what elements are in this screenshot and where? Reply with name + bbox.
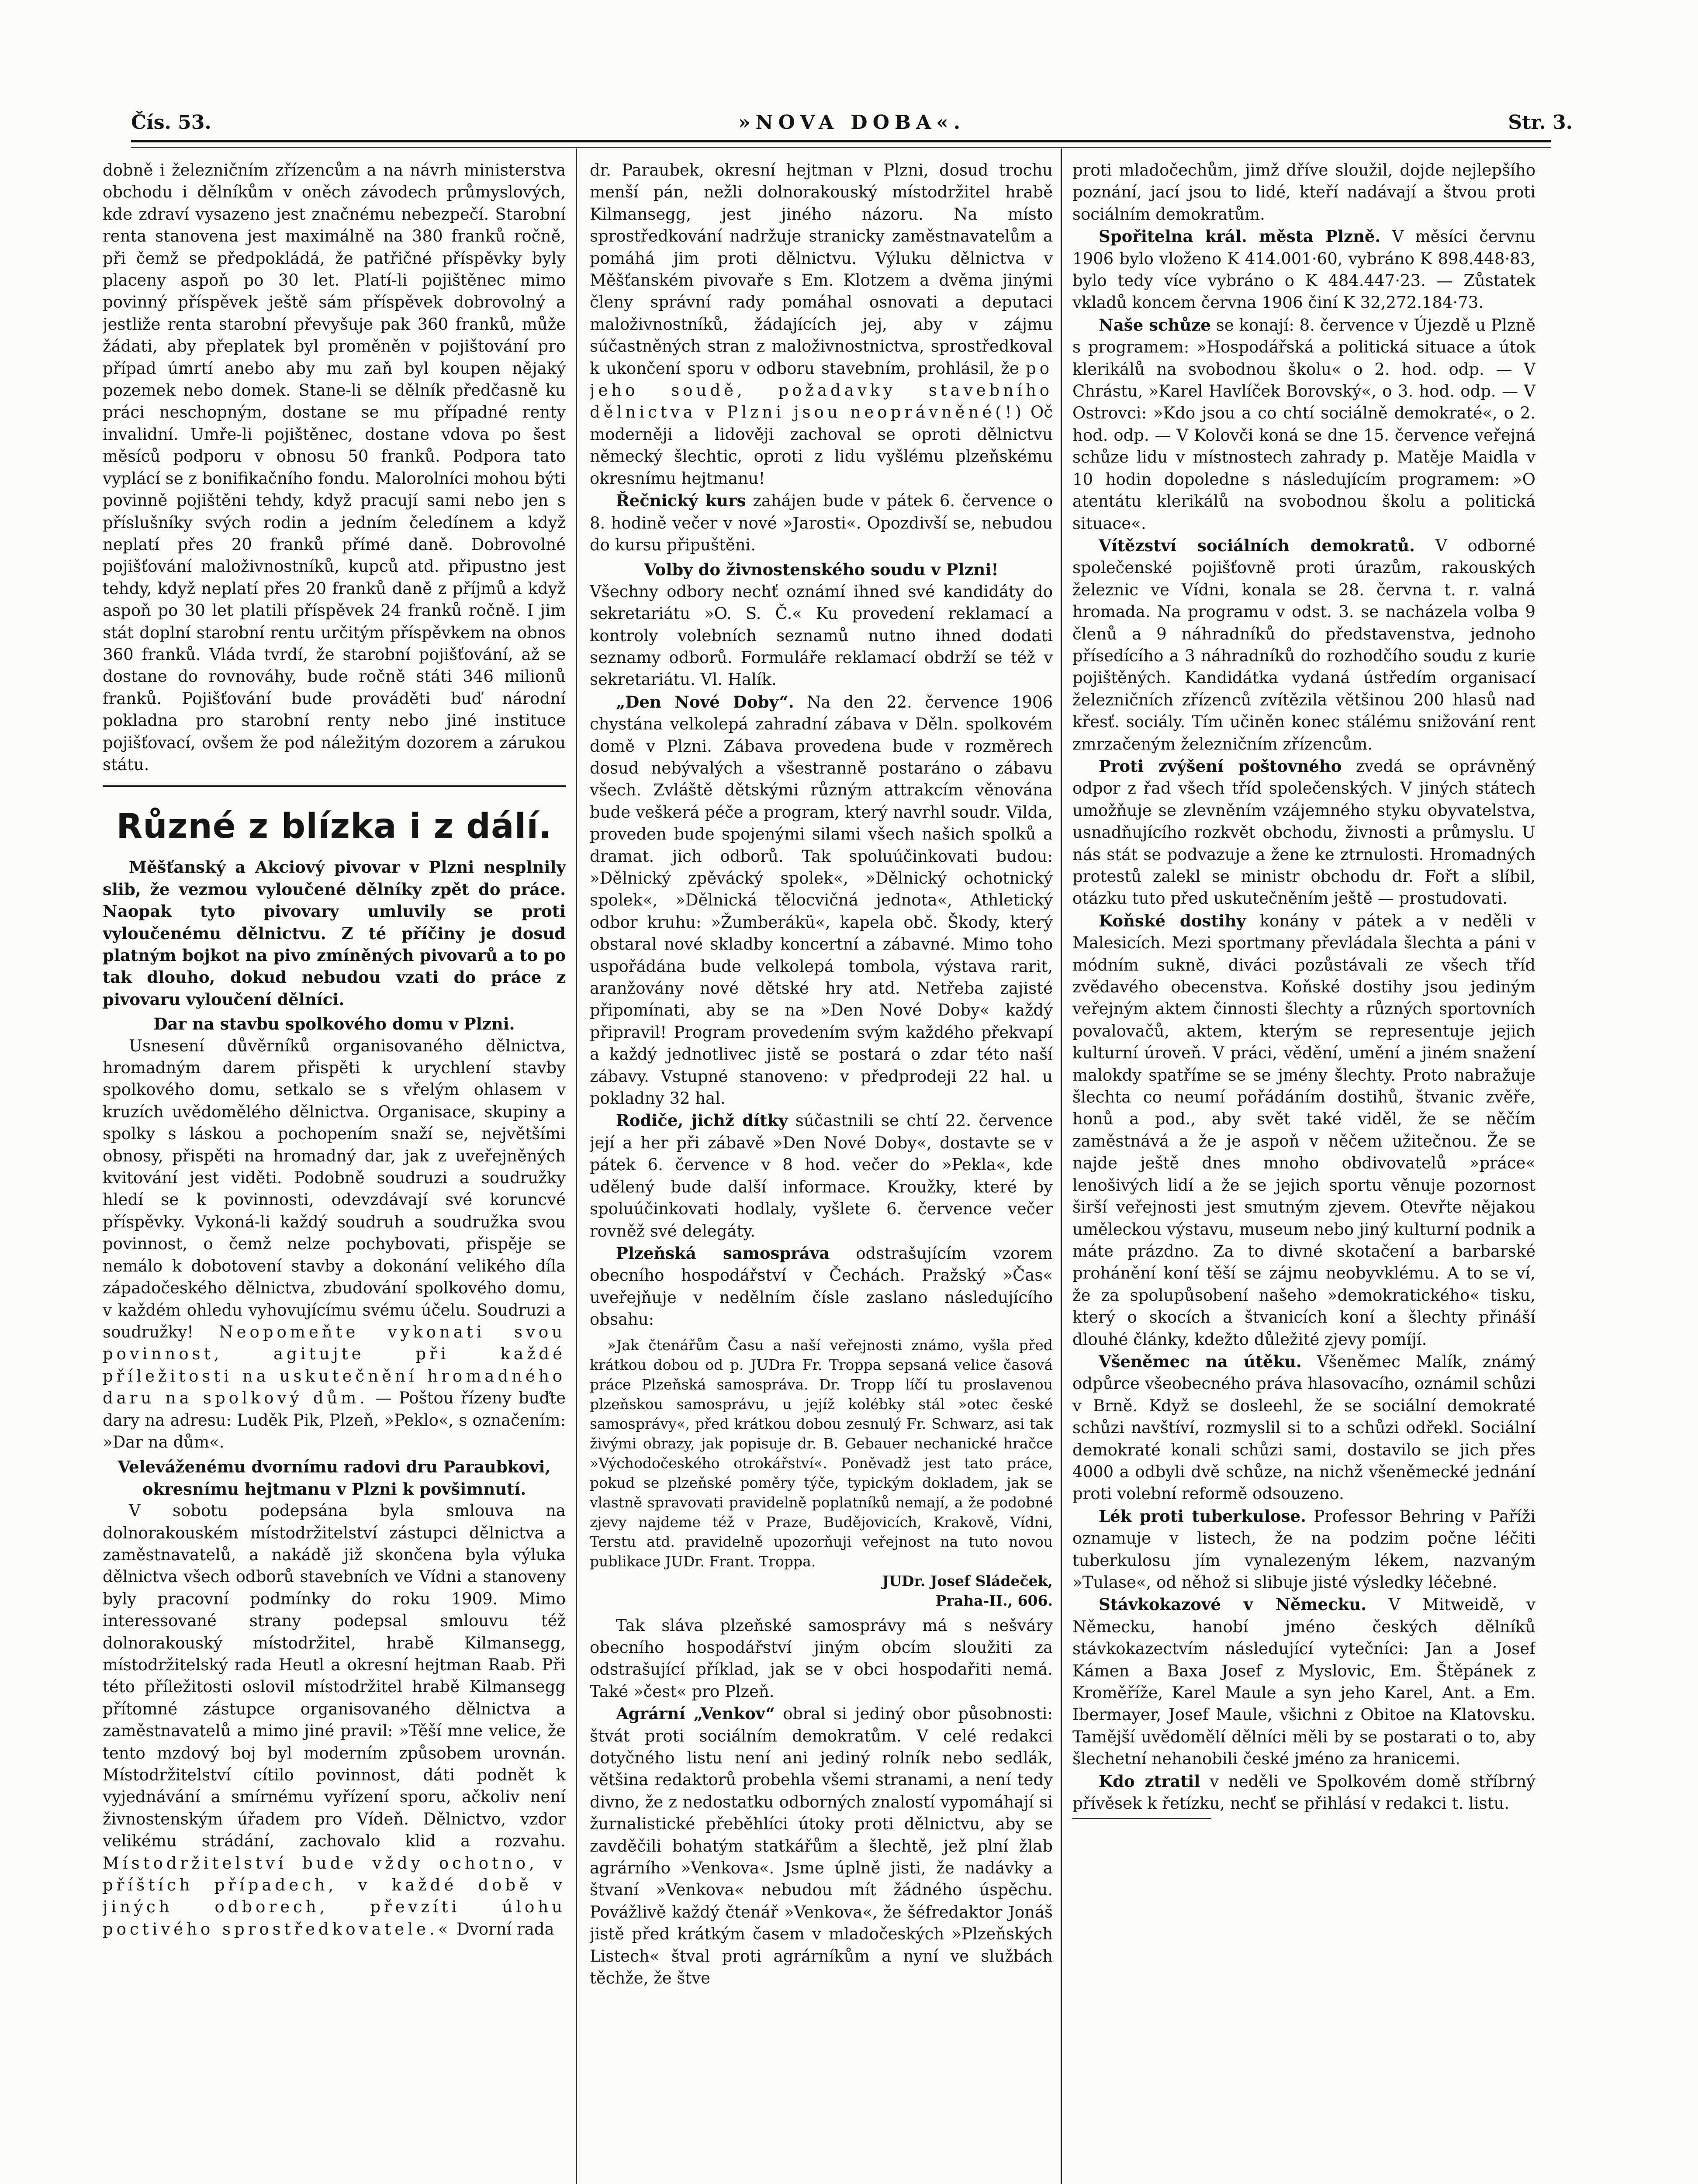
article-text: Kdo ztratil v neděli ve Spolkovém domě stříbrný přívěsek k řetízku, nechť se přihlásí v redakci t. listu. [1072, 1771, 1535, 1813]
article-text: Stávkokazové v Německu. V Mitweidě, v Německu, hanobí jméno českých dělníků stávkokazectvím následující vytečníci: Jan a Josef Kámen a Baxa Josef z Myslovic, Em. Štěpánek z Kroměříže, Karel Maule a syn jeho Karel, Ant. a Em. Ibermayer, Josef Maule, všichni z Obitoe na Klatovsku. Tamější uvědomělí dělníci měli by se postarati o to, aby šlechetní nehanobili české jméno za hranicemi. [1072, 1595, 1535, 1769]
article-heading: Koňské dostihy [1099, 911, 1246, 930]
boycott-notice: Měšťanský a Akciový pivovar v Plzni nesplnily slib, že vezmou vyloučené dělníky zpět do práce. Naopak tyto pivovary umluvily se proti vyloučenému dělnictvu. Z té příčiny je dosud platným bojkot na pivo zmíněných pivovarů a to po tak dlouho, dokud nebudou vzati do práce z pivovaru vyloučení dělníci. [103, 857, 566, 1009]
article-text: Všechny odbory nechť oznámí ihned své kandidáty do sekretariátu »O. S. Č.« Ku provedení reklamací a kontroly volebních seznamů nutno ihned dodati seznamy odborů. Formuláře reklamací obdrží se též v sekretariátu. Vl. Halík. [590, 582, 1053, 689]
article-text: V sobotu podepsána byla smlouva na dolnorakouském místodržitelství zástupci dělnictva a zaměstnavatelů, a nakádě již skončena byla výluka dělnictva všech odborů stavebních ve Vídni a stanoveny byly pracovní podmínky do roku 1909. Mimo interessované strany podepsal smlouvu též dolnorakouský místodržitel, hrabě Kilmansegg, místodržitelský rada Heutl a okresní hejtman Raab. Při této příležitosti oslovil místodržitel hrabě Kilmansegg přítomné zástupce organisovaného dělnictva a zaměstnavatelů a mimo jiné pravil: »Těší mne velice, že tento mzdový boj byl moderním způsobem urovnán. Místodržitelství cítilo povinnost, dáti podnět k vyjednávání a smírnému vyřízení sporu, ačkoliv není živnostenským úřadem pro Vídeň. Dělnictvo, vzdor velikému strádání, zachovalo klid a rozvahu. Místodržitelství bude vždy ochotno, v příštích případech, v každé době v jiných odborech, převzíti úlohu poctivého sprostředkovatele.« Dvorní rada [103, 1501, 566, 1939]
page-number: Str. 3. [1508, 111, 1573, 134]
header-rule [131, 140, 1551, 148]
section-title: Různé z blízka i z dálí. [116, 807, 552, 847]
article-text: Usnesení důvěrníků organisovaného dělnictva, hromadným darem přispěti k urychlení stavby spolkového domu, setkalo se s vřelým ohlasem v kruzích uvědomělého dělnictva. Organisace, skupiny a spolky s láskou a pochopením snaží se, největšími obnosy, přispěti na hromadný dar, jak z uveřejněných kvitování jest viděti. Podobně soudruzi a soudružky hledí se k povinnosti, odevzdávají své koruncvé příspěvky. Vykoná-li každý soudruh a soudružka svou povinnost, o čemž nelze pochybovati, přispěje se nemálo k dobotovení stavby a dokonání velikého díla západočeského dělnictva, zbudování spolkového domu, v každém ohledu vyhovujícímu svému účelu. Soudruzi a soudružky! Neopomeňte vykonati svou povinnost, agitujte při každé příležitosti na uskutečnění hromadného daru na spolkový dům. — Poštou řízeny buďte dary na adresu: Luděk Pik, Plzeň, »Peklo«, s označením: »Dar na dům«. [103, 1036, 566, 1451]
article-heading: Dar na stavbu spolkového domu v Plzni. [153, 1014, 515, 1034]
article-text: proti mladočechům, jimž dříve sloužil, dojde nejlepšího poznání, jací jsou to lidé, kteří nadávají a štvou proti sociálním demokratům. [1072, 161, 1535, 224]
article-text: dr. Paraubek, okresní hejtman v Plzni, dosud trochu menší pán, nežli dolnorakouský místodržitel hrabě Kilmansegg, jest jiného názoru. Na místo sprostředkování nadržuje stranicky zaměstnavatelům a pomáhá jim proti dělnictvu. Výluku dělnictva v Měšťanském pivovaře s Em. Klotzem a dvěma jinými členy správní rady pomáhal osnovati a deputaci maloživnostníků, žádajících jej, aby v zájmu súčastněných stran z maloživnostnictva, sprostředkoval k ukončení sporu v odboru stavebním, prohlásil, že po jeho soudě, požadavky stavebního dělnictva v Plzni jsou neoprávněné(!) Oč moderněji a lidověji zachoval se oproti dělnictvu německý šlechtic, oproti z lidu vyšlému plzeňskému okresnímu hejtmanu! [590, 161, 1053, 488]
article-heading: „Den Nové Doby“. [616, 692, 794, 712]
article-heading: Plzeňská samospráva [616, 1243, 830, 1263]
end-rule [1072, 1818, 1211, 1819]
article-text: Rodiče, jichž dítky súčastnili se chtí 22. července její a her při zábavě »Den Nové Doby«, dostavte se v pátek 6. července v 8 hod. večer do »Pekla«, kde udělený bude další informace. Kroužky, které by spoluúčinkovati hodlaly, vyšlete 6. července večer rovněž své delegáty. [590, 1111, 1053, 1241]
article-text: Agrární „Venkov“ obral si jediný obor působnosti: štvát proti sociálním demokratům. V celé redakci dotyčného listu není ani jediný rolník nebo sedlák, většina redaktorů probehla všemi stranami, a není tedy divno, že z nedostatku odborných znalostí vypomáhají si žurnalistické přeběhlíci útoky proti dělnictvu, aby se zavděčili bohatým statkářům a šlechtě, jež plní žlab agrárního »Venkova«. Jsme úplně jisti, že nadávky a štvaní »Venkova« nebudou mít žádného úspěchu. Povážlivě každý čtenář »Venkova«, že šéfredaktor Jonáš jistě před krátkým časem v mladočeských »Plzeňských Listech« štval proti agrárníkům a nyní ve službách těchže, že štve [590, 1704, 1053, 1988]
article-text: Naše schůze se konají: 8. července v Újezdě u Plzně s programem: »Hospodářská a politická situace a útok klerikálů na svobodnou školu« o 2. hod. odp. — V Chrástu, »Karel Havlíček Borovský«, o 3. hod. odp. — V Ostrovci: »Kdo jsou a co chtí sociálně demokraté«, o 2. hod. odp. — V Kolovči koná se dne 15. července veřejná schůze lidu v místnostech zahrady p. Matěje Maidla v 10 hodin dopoledne s následujícím programem: »O atentátu klerikálů na svobodnou školu a politická situace«. [1072, 315, 1535, 533]
column-2 [590, 159, 1053, 2184]
article-heading: Všeněmec na útěku. [1099, 1351, 1302, 1371]
article-heading: Stávkokazové v Německu. [1099, 1595, 1367, 1614]
article-heading: Volby do živnostenského soudu v Plzni! [644, 560, 999, 580]
article-text: „Den Nové Doby“. Na den 22. července 1906 chystána velkolepá zahradní zábava v Děln. spolkovém domě v Plzni. Zábava provedena bude v rozměrech dosud nebývalých a všestranně postaráno o zábavu všech. Zvláště dětskými různým attrakcím věnována bude veškerá péče a program, který navrhl soudr. Vilda, proveden bude spojenými silami všech našich spolků a dramat. jich odborů. Tak spoluúčinkovati budou: »Dělnický zpěvácký spolek«, »Dělnický ochotnický spolek«, »Dělnická tělocvičná jednota«, Athletický odbor kruhu: »Žumberákü«, kapela obč. Škody, který obstaral nové skladby koncertní a zábavné. Mimo toho uspořádána bude velkolepá tombola, výstava rarit, aranžovány nové dětské hry atd. Netřeba zajisté připomínati, aby se na »Den Nové Doby« každý připravil! Program provedením svým každého překvapí a každý jednotlivec jistě se postará o zdar této naší zábavy. Vstupné stanoveno: v předprodeji 22 hal. u pokladny 32 hal. [590, 692, 1053, 1108]
article-heading: Lék proti tuberkulose. [1099, 1506, 1306, 1526]
article-text: Řečnický kurs zahájen bude v pátek 6. července o 8. hodině večer v nové »Jarosti«. Opozdivší se, nebudou do kursu připuštěni. [590, 491, 1053, 554]
article-heading: Veleváženému dvornímu radovi dru Paraubkovi, okresnímu hejtmanu v Plzni k povšimnutí. [118, 1457, 551, 1499]
column-3 [1072, 159, 1535, 2184]
signature-address: Praha-II., 606. [935, 1592, 1053, 1609]
column-divider [1061, 149, 1062, 2184]
column-1 [103, 159, 566, 2184]
issue-number: Čís. 53. [131, 111, 211, 134]
article-heading: Agrární „Venkov“ [616, 1704, 775, 1724]
quote-text: »Jak čtenářům Času a naší veřejnosti známo, vyšla před krátkou dobou od p. JUDra Fr. Troppa sepsaná velice časová práce Plzeňská samospráva. Dr. Tropp líčí tu proslavenou plzeňskou samosprávu, u jejíž kolébky stál »otec české samosprávy«, před krátkou dobou zesnulý Fr. Schwarz, asi tak živými obrazy, jak popisuje dr. B. Gebauer nechanické hračce »Východočeského otrokářství«. Poněvadž jest tato práce, pokud se plzeňské poměry týče, typickým dokladem, jak se vlastně spravovati pravidelně poplatníků nemají, a že podobné zjevy najdeme též v Praze, Budějovicích, Krakově, Vídni, Terstu atd. pravidelně upozorňuji veřejnost na tuto novou publikace JUDr. Frant. Troppa. [590, 1336, 1053, 1570]
signature-name: JUDr. Josef Sládeček, [882, 1572, 1053, 1590]
article-heading: Řečnický kurs [616, 491, 746, 511]
article-heading: Naše schůze [1099, 315, 1211, 335]
article-text: Lék proti tuberkulose. Professor Behring v Paříži oznamuje v listech, že na podzim počne léčiti tuberkulosu jím vynalezeným lékem, nazvaným »Tulase«, od něhož si slibuje jisté výsledky léčebné. [1072, 1506, 1535, 1592]
article-text: Spořitelna král. města Plzně. V měsíci červnu 1906 bylo vloženo K 414.001·60, vybráno K 898.448·83, bylo tedy více vybráno o K 484.447·23. — Zůstatek vkladů koncem června 1906 činí K 32,272.184·73. [1072, 227, 1535, 312]
article-text: Koňské dostihy konány v pátek a v neděli v Malesicích. Mezi sportmany převládala šlechta a páni v módním sukně, diváci pozůstávali ze všech tříd zvědavého obecenstva. Koňské dostihy jsou jediným veřejným aktem činnosti šlechty a různých sportovních povalovačů, aktem, kterým se representuje jejich kulturní úroveň. V práci, vědění, umění a jiném snažení malokdy spatříme se se jmény šlechty. Proto nabražuje šlechta co neumí pořádáním dostihů, štvanic zvěře, honů a pod., aby svět také viděl, že se něčím zaměstnává a že je aspoň v něčem užitečnou. Že se najde ještě dnes mnoho obdivovatelů »práce« lenošivých lidí a že se jejich sportu věnuje pozornost širší veřejnosti jest smutným zjevem. Otevřte nějakou uměleckou výstavu, museum nebo jiný kulturní podnik a máte prázdno. Za to divné skotačení a barbarské prohánění koní těší se zájmu neobyvklému. A to se ví, že za spolupůsobení našeho »demokratického« tisku, který o skocích a štvanicích koní a šlechty přináší dlouhé články, kdežto důležité zjevy pomíjí. [1072, 911, 1535, 1349]
article-text: Tak sláva plzeňské samosprávy má s nešváry obecního hospodářství jiným obcím sloužiti za odstrašující příklad, jak se v obci hospodařiti nemá. Také »čest« pro Plzeň. [590, 1616, 1053, 1701]
article-heading: Kdo ztratil [1099, 1771, 1200, 1791]
newspaper-title: »NOVA DOBA«. [738, 111, 966, 134]
quoted-letter [590, 1335, 1053, 1610]
article-text: Všeněmec na útěku. Všeněmec Malík, známý odpůrce všeobecného práva hlasovacího, oznámil schůzi v Brně. Když se dosleehl, že se sociální demokraté schůzi navštíví, rozmyslil si to a schůzi odřekl. Sociální demokraté konali schůzi sami, dostavilo se jich přes 4000 a odbyli dvě schůze, na nichž všeněmecké jednání proti volební reformě odsouzeno. [1072, 1351, 1535, 1503]
article-heading: Rodiče, jichž dítky [616, 1111, 788, 1130]
column-divider [576, 149, 577, 2184]
section-rule [103, 785, 566, 787]
article-text: Vítězství sociálních demokratů. V odborné společenské pojišťovně proti úrazům, rakouských železnic ve Vídni, konala se 28. června t. r. valná hromada. Na programu v odst. 3. se nacházela volba 9 členů a 9 náhradníků do představenstva, jednoho přísedícího a 3 náhradníků do rozhodčího soudu z kurie pojištěných. Kandidátka vydaná ústředím organisací železničních zřízenců zvítězila většinou 200 hlasů nad křesť. sociály. Tím učiněn konec stálému snižování rent zmrzačeným železničním zřízencům. [1072, 536, 1535, 753]
page-header [131, 111, 1573, 142]
article-text: Proti zvýšení poštovného zvedá se oprávněný odpor z řad všech tříd společenských. V jiných státech umožňuje se zlevněním vzájemného styku obyvatelstva, usnadňujícího rozkvět obchodu, živnosti a průmyslu. U nás stát se podvazuje a žene ke ztrnulosti. Hromadných protestů zalekl se ministr obchodu dr. Fořt a slíbil, otázku tuto před uskutečněním ještě — prostudovati. [1072, 756, 1535, 908]
article-text: dobně i železničním zřízencům a na návrh ministerstva obchodu i dělníkům v oněch závodech průmyslových, kde zdraví vysazeno jest značnému nebezpečí. Starobní renta stanovena jest maximálně na 380 franků ročně, při čemž se předpokládá, že patřičné příspěvky byly placeny aspoň po 30 let. Platí-li pojištěnec mimo povinný příspěvek ještě sám příspěvek dobrovolný a jestliže renta starobní převyšuje pak 360 franků, může žádati, aby přeplatek byl proměněn v pojištování pro případ úmrtí anebo aby mu zaň byl koupen nějaký pozemek nebo domek. Stane-li se dělník předčasně ku práci neschopným, dostane se mu případné renty invalidní. Umře-li pojištěnec, dostane vdova po šest měsíců podporu v obnosu 50 franků. Podpora tato vyplácí se z bonifikačního fondu. Malorolníci mohou býti povinně pojištěni tehdy, když pracují sami nebo jen s příslušníky svých rodin a jedním čeledínem a když neplatí přes 20 franků přímé daně. Dobrovolné pojišťování maloživnostníků, kupců atd. připustno jest tehdy, když neplatí přes 20 franků daně z příjmů a když aspoň po 30 let platili příspěvek 24 franků ročně. I jim stát doplní starobní rentu určitým příspěvkem na obnos 360 franků. Vláda tvrdí, že starobní pojišťování, až se dostane do rovnováhy, bude ročně státi 346 milionů franků. Pojišťování bude prováděti buď národní pokladna pro starobní renty nebo jiné instituce pojišťovací, ovšem že pod náležitým dozorem a zárukou státu. [103, 161, 566, 774]
article-heading: Vítězství sociálních demokratů. [1099, 536, 1415, 555]
article-heading: Proti zvýšení poštovného [1099, 756, 1342, 776]
article-text: Plzeňská samospráva odstrašujícím vzorem obecního hospodářství v Čechách. Pražský »Čas« uveřejňuje v nedělním čísle zaslano následujícího obsahu: [590, 1243, 1053, 1329]
article-heading: Spořitelna král. města Plzně. [1099, 227, 1381, 246]
